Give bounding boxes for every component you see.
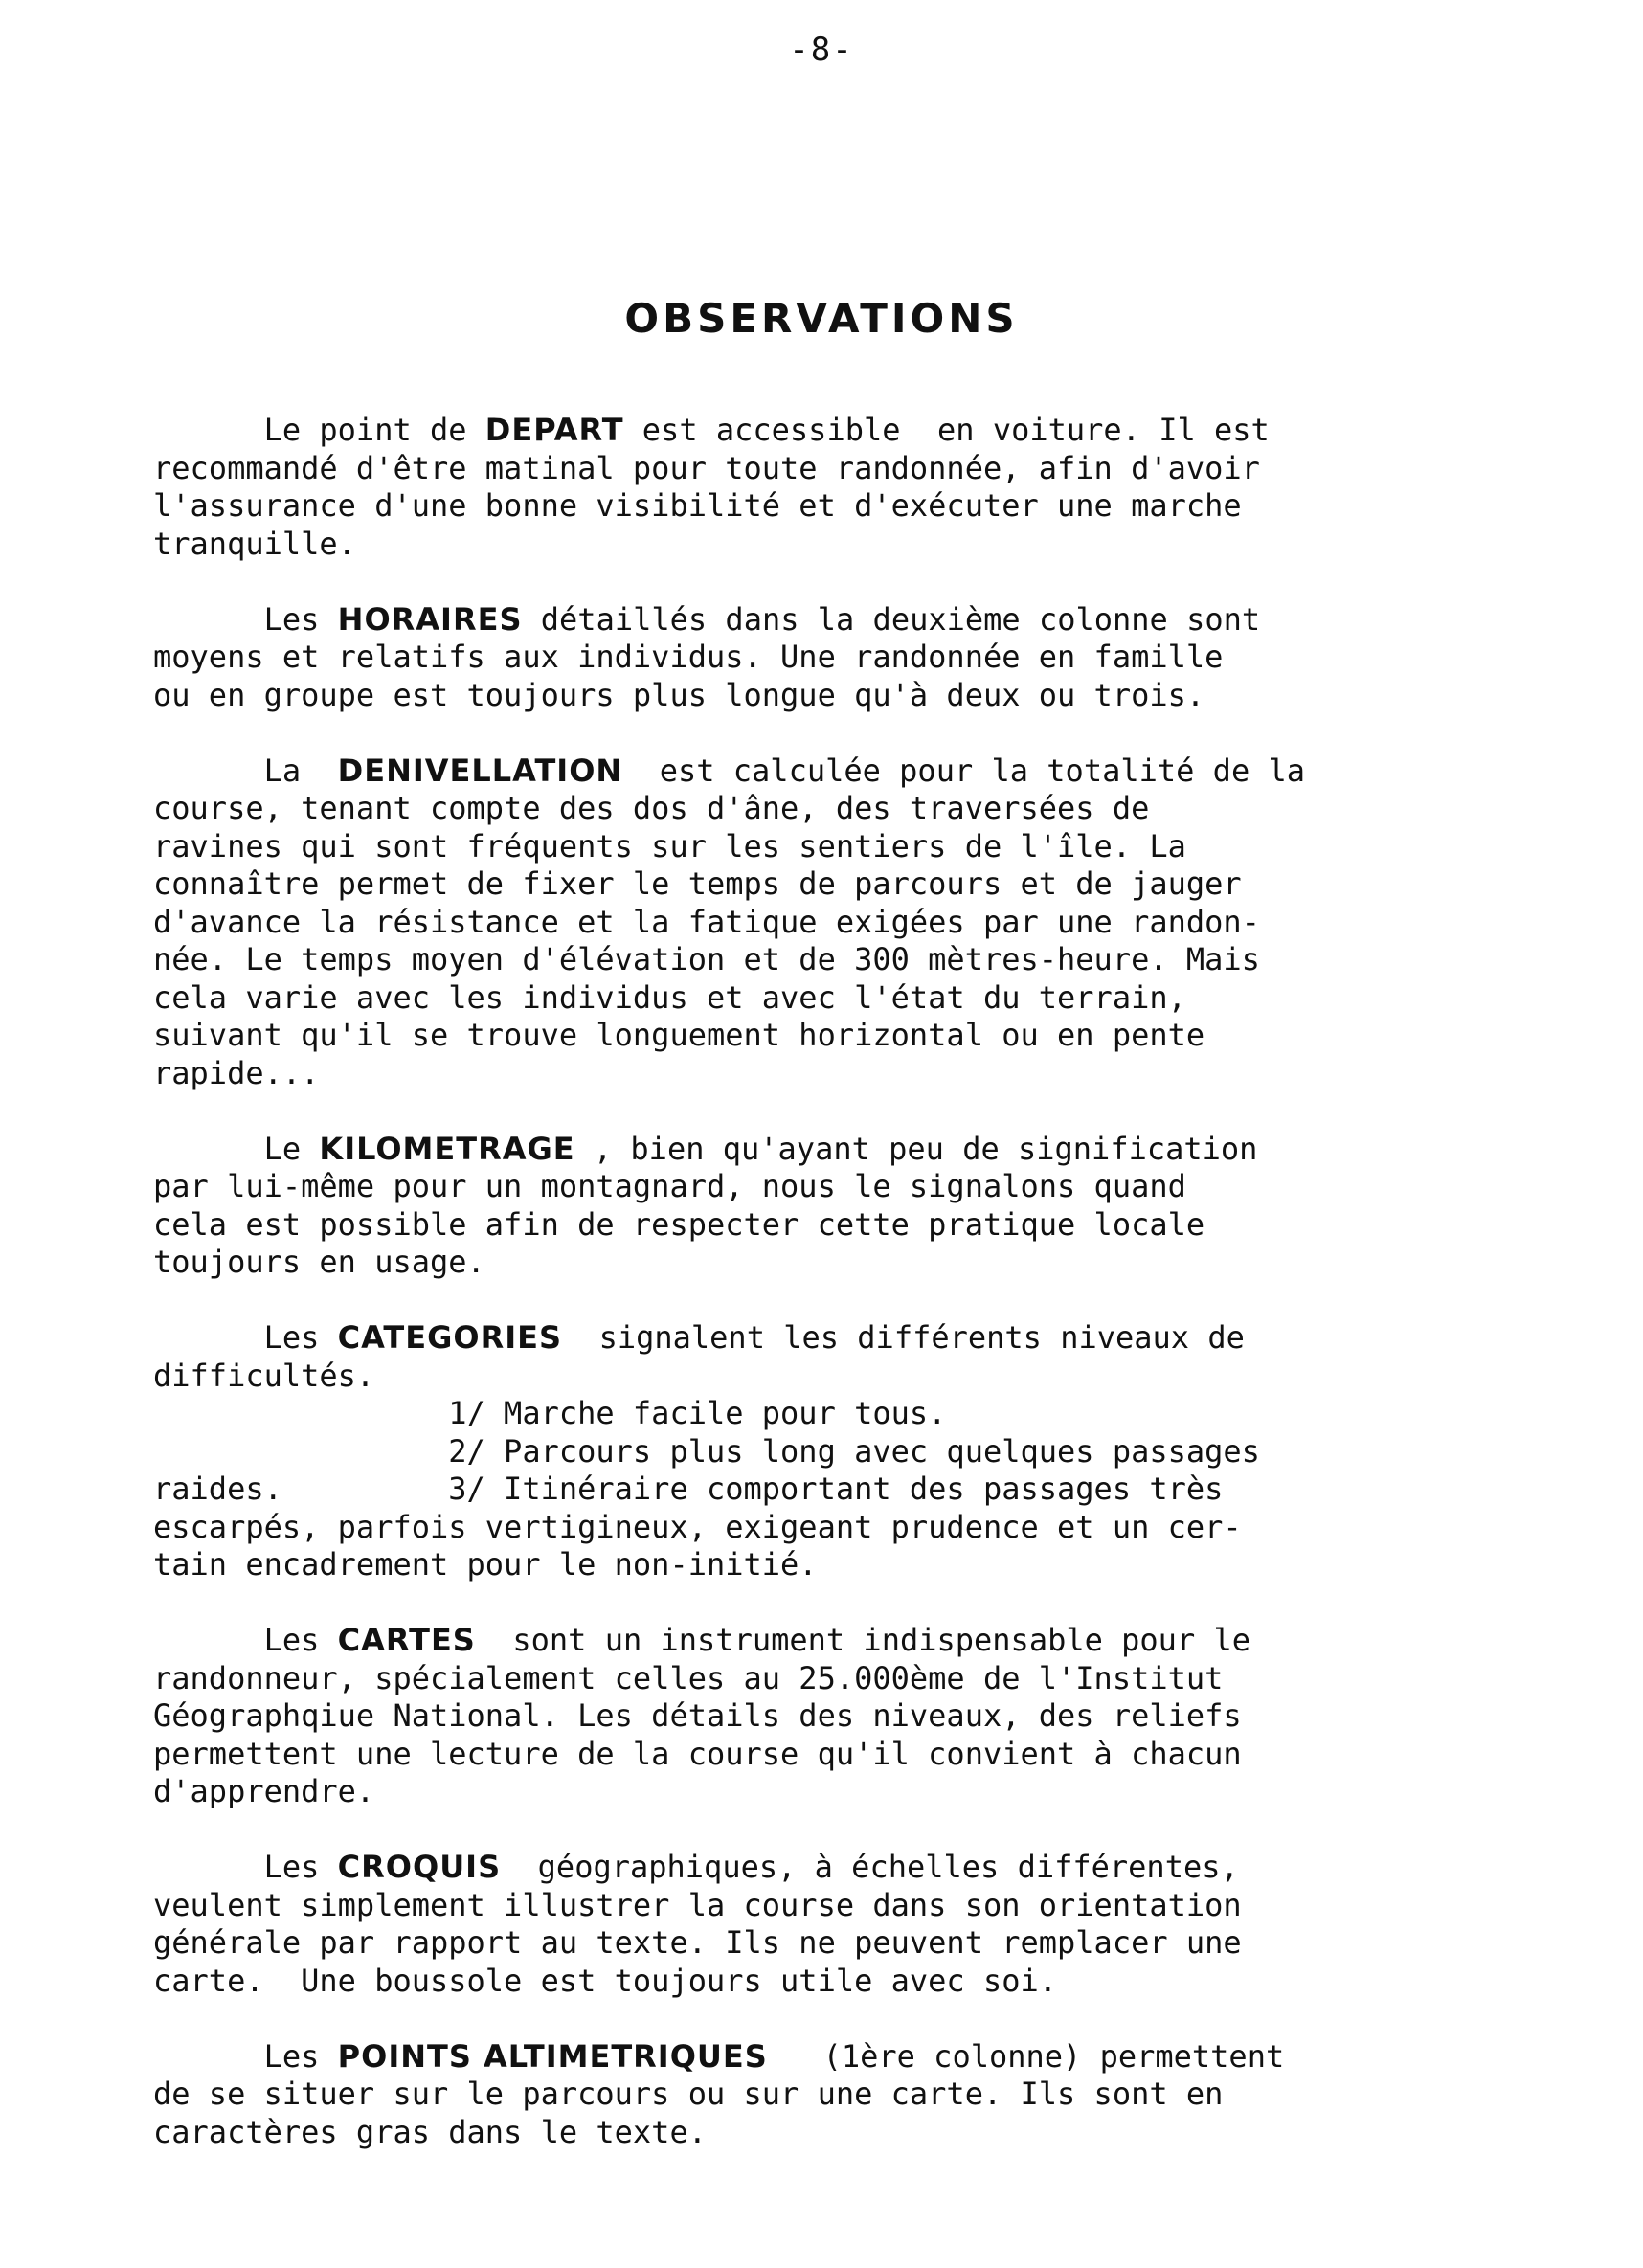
text-line: de se situer sur le parcours ou sur une carte. Ils sont en [153, 2076, 1224, 2112]
text-line: randonneur, spécialement celles au 25.000ème de l'Institut [153, 1659, 1224, 1696]
paragraph-horaires [153, 601, 1513, 715]
keyword-points-altimetriques: POINTS ALTIMETRIQUES [337, 2037, 768, 2075]
text-line: née. Le temps moyen d'élévation et de 300 mètres-heure. Mais [153, 941, 1260, 977]
text-line: ravines qui sont fréquents sur les sentiers de l'île. La [153, 827, 1186, 865]
paragraph-points-altimetriques [153, 2038, 1513, 2152]
text-line: ou en groupe est toujours plus longue qu'à deux ou trois. [153, 676, 1205, 713]
text-line: course, tenant compte des dos d'âne, des traversées de [153, 790, 1150, 826]
text-line: Les CATEGORIES signalent les différents niveaux de [153, 1319, 1245, 1356]
text-line: générale par rapport au texte. Ils ne peuvent remplacer une [153, 1924, 1242, 1961]
text-line: Les POINTS ALTIMETRIQUES (1ère colonne) permettent [153, 2037, 1285, 2075]
text-line: tain encadrement pour le non-initié. [153, 1546, 818, 1583]
text-line: Les CARTES sont un instrument indispensable pour le [153, 1622, 1250, 1658]
paragraph-croquis [153, 1849, 1513, 2000]
category-item: 2/ Parcours plus long avec quelques passages [153, 1432, 1260, 1470]
text-line: Les CROQUIS géographiques, à échelles différentes, [153, 1849, 1239, 1885]
text-line: par lui-même pour un montagnard, nous le signalons quand [153, 1168, 1186, 1204]
text-line: veulent simplement illustrer la course dans son orientation [153, 1886, 1242, 1923]
keyword-cartes: CARTES [337, 1622, 476, 1658]
text-line: cela varie avec les individus et avec l'état du terrain, [153, 978, 1186, 1016]
keyword-denivellation: DENIVELLATION [337, 752, 623, 789]
paragraph-categories [153, 1319, 1513, 1584]
text-line: rapide... [153, 1054, 320, 1091]
keyword-kilometrage: KILOMETRAGE [319, 1130, 575, 1167]
text-line: Le point de DEPART est accessible en voiture. Il est [153, 412, 1270, 448]
text-line: Le KILOMETRAGE , bien qu'ayant peu de signification [153, 1130, 1258, 1167]
keyword-horaires: HORAIRES [337, 600, 523, 638]
text-line: permettent une lecture de la course qu'il convient à chacun [153, 1735, 1242, 1772]
paragraph-depart [153, 412, 1513, 563]
paragraph-denivellation [153, 752, 1513, 1093]
paragraph-kilometrage [153, 1131, 1513, 1282]
keyword-depart: DEPART [484, 412, 624, 448]
text-line: suivant qu'il se trouve longuement horizontal ou en pente [153, 1017, 1205, 1053]
text-line: connaître permet de fixer le temps de parcours et de jauger [153, 865, 1242, 902]
text-line: moyens et relatifs aux individus. Une randonnée en famille [153, 639, 1224, 675]
text-line: d'apprendre. [153, 1773, 375, 1809]
keyword-categories: CATEGORIES [337, 1319, 563, 1356]
text-line: Géographqiue National. Les détails des niveaux, des reliefs [153, 1697, 1242, 1734]
page-title: OBSERVATIONS [624, 295, 1019, 342]
text-line: Les HORAIRES détaillés dans la deuxième colonne sont [153, 600, 1261, 638]
text-line: recommandé d'être matinal pour toute randonnée, afin d'avoir [153, 449, 1260, 486]
text-line: escarpés, parfois vertigineux, exigeant prudence et un cer- [153, 1508, 1242, 1545]
text-line: l'assurance d'une bonne visibilité et d'exécuter une marche [153, 487, 1242, 524]
keyword-croquis: CROQUIS [337, 1849, 502, 1885]
text-line: tranquille. [153, 525, 356, 562]
page-number: -8- [789, 31, 854, 69]
text-line: cela est possible afin de respecter cette pratique locale [153, 1205, 1205, 1243]
text-line: difficultés. [153, 1357, 375, 1394]
category-item: 1/ Marche facile pour tous. [153, 1395, 947, 1431]
paragraph-cartes [153, 1622, 1513, 1811]
text-line: carte. Une boussole est toujours utile avec soi. [153, 1962, 1058, 1999]
text-line: caractères gras dans le texte. [153, 2113, 707, 2150]
observations-body [153, 412, 1513, 2189]
text-line: d'avance la résistance et la fatique exigées par une randon- [153, 903, 1260, 940]
category-item: raides. 3/ Itinéraire comportant des passages très [153, 1471, 1224, 1507]
text-line: toujours en usage. [153, 1244, 485, 1280]
text-line: La DENIVELLATION est calculée pour la totalité de la [153, 752, 1305, 789]
